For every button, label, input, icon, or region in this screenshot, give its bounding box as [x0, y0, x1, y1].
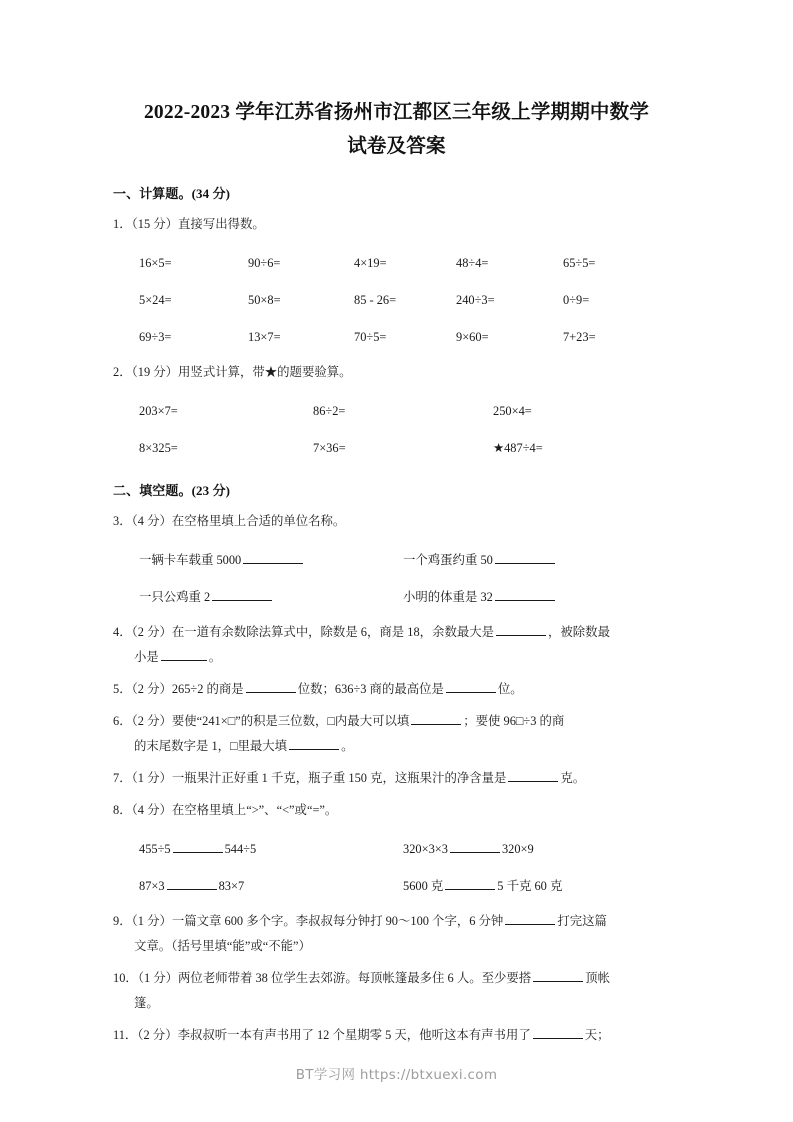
text: 克。 — [560, 771, 586, 785]
page-title-line1: 2022-2023 学年江苏省扬州市江都区三年级上学期期中数学 — [143, 102, 650, 123]
expression: 7×36= — [313, 441, 346, 455]
answer-blank[interactable] — [508, 769, 558, 782]
unit-item — [139, 548, 305, 573]
expression: 250×4= — [493, 404, 532, 418]
question-2-stem: 2．（19 分）用竖式计算，带★的题要验算。 — [113, 365, 352, 379]
answer-blank[interactable] — [212, 588, 272, 601]
document-content — [113, 96, 680, 1048]
question-10 — [113, 966, 680, 1016]
question-6-line2 — [113, 734, 680, 759]
question-11-line — [113, 1023, 680, 1048]
question-2-row-2 — [113, 436, 680, 461]
expression: 203×7= — [139, 404, 178, 418]
question-10-line1 — [113, 966, 680, 991]
unit-item-label: 一辆卡车载重 5000 — [139, 553, 242, 567]
question-3-row-2 — [113, 585, 680, 610]
text: 。 — [341, 739, 354, 753]
question-5-line — [113, 677, 680, 702]
text: 9．（1 分）一篇文章 600 多个字。李叔叔每分钟打 90～100 个字，6 分钟 — [113, 914, 504, 928]
question-3 — [113, 509, 680, 534]
expression: 86÷2= — [313, 404, 346, 418]
answer-blank[interactable] — [496, 623, 546, 636]
question-5 — [113, 677, 680, 702]
question-8-row-1 — [113, 837, 680, 862]
question-8-row-2 — [113, 874, 680, 899]
text: 打完这篇 — [557, 914, 607, 928]
question-4-line2 — [113, 645, 680, 670]
expression: 4×19= — [354, 256, 387, 270]
answer-blank[interactable] — [495, 551, 555, 564]
text: 位。 — [497, 682, 523, 696]
expression: 544÷5 — [224, 842, 257, 856]
question-1-row-2 — [113, 288, 680, 313]
unit-item — [403, 585, 557, 610]
section-heading-2: 二、填空题。(23 分) — [113, 483, 231, 498]
question-1-row-3 — [113, 325, 680, 350]
question-1-stem: 1．（15 分）直接写出得数。 — [113, 217, 265, 231]
answer-blank[interactable] — [495, 588, 555, 601]
expression: 90÷6= — [248, 256, 281, 270]
question-8-stem: 8．（4 分）在空格里填上“>”、“<”或“=”。 — [113, 803, 338, 817]
unit-item — [403, 548, 557, 573]
text: 位数；636÷3 商的最高位是 — [297, 682, 444, 696]
expression: 0÷9= — [563, 293, 590, 307]
question-4 — [113, 620, 680, 670]
answer-blank[interactable] — [445, 877, 495, 890]
expression: 69÷3= — [139, 330, 172, 344]
question-7-line — [113, 766, 680, 791]
expression: 455÷5 — [139, 842, 171, 856]
text: ；要使 96□÷3 的商 — [463, 714, 565, 728]
question-10-line2: 篷。 — [134, 996, 159, 1010]
expression: 320×3×3 — [403, 842, 448, 856]
unit-item — [139, 585, 274, 610]
question-3-row-1 — [113, 548, 680, 573]
footer-watermark: BT学习网 https://btxuexi.com — [295, 1067, 498, 1083]
question-1-row-1 — [113, 251, 680, 276]
question-1 — [113, 212, 680, 237]
expression: 85 - 26= — [354, 293, 397, 307]
question-8 — [113, 798, 680, 823]
text: 天； — [584, 1028, 610, 1042]
answer-blank[interactable] — [446, 680, 496, 693]
expression: ★487÷4= — [493, 441, 543, 455]
question-2 — [113, 360, 680, 385]
expression: 48÷4= — [456, 256, 489, 270]
comparison-item — [403, 837, 534, 862]
question-9-line2: 文章。（括号里填“能”或“不能”） — [134, 939, 311, 953]
question-3-stem: 3．（4 分）在空格里填上合适的单位名称。 — [113, 514, 346, 528]
text: 。 — [208, 650, 222, 664]
text: 5．（2 分）265÷2 的商是 — [113, 682, 244, 696]
comparison-item — [139, 874, 244, 899]
unit-item-label: 小明的体重是 32 — [403, 590, 493, 604]
unit-item-label: 一只公鸡重 2 — [139, 590, 211, 604]
question-9-line1 — [113, 909, 680, 934]
question-4-line1 — [113, 620, 680, 645]
question-6-line1 — [113, 709, 680, 734]
expression: 8×325= — [139, 441, 178, 455]
answer-blank[interactable] — [505, 912, 555, 925]
answer-blank[interactable] — [450, 840, 500, 853]
expression: 5 千克 60 克 — [497, 879, 563, 893]
expression: 5600 克 — [403, 879, 444, 893]
section-heading-1: 一、计算题。(34 分) — [113, 186, 231, 201]
answer-blank[interactable] — [289, 737, 339, 750]
text: 10．（1 分）两位老师带着 38 位学生去郊游。每顶帐篷最多住 6 人。至少要搭 — [113, 971, 532, 985]
text: ，被除数最 — [548, 625, 610, 639]
text: 4．（2 分）在一道有余数除法算式中，除数是 6，商是 18，余数最大是 — [113, 625, 495, 639]
answer-blank[interactable] — [161, 648, 207, 661]
question-7 — [113, 766, 680, 791]
expression: 16×5= — [139, 256, 172, 270]
question-11 — [113, 1023, 680, 1048]
page-title — [113, 96, 680, 164]
expression: 7+23= — [563, 330, 596, 344]
expression: 70÷5= — [354, 330, 387, 344]
expression: 13×7= — [248, 330, 281, 344]
expression: 320×9 — [501, 842, 534, 856]
text: 11．（2 分）李叔叔听一本有声书用了 12 个星期零 5 天，他听这本有声书用了 — [113, 1028, 531, 1042]
text: 小是 — [134, 650, 159, 664]
answer-blank[interactable] — [246, 680, 296, 693]
question-2-row-1 — [113, 399, 680, 424]
expression: 9×60= — [456, 330, 489, 344]
comparison-item — [403, 874, 562, 899]
answer-blank[interactable] — [173, 840, 223, 853]
expression: 87×3 — [139, 879, 165, 893]
text: 6．（2 分）要使“241×□”的积是三位数，□内最大可以填 — [113, 714, 410, 728]
question-9 — [113, 909, 680, 959]
unit-item-label: 一个鸡蛋约重 50 — [403, 553, 493, 567]
text: 7．（1 分）一瓶果汁正好重 1 千克，瓶子重 150 克，这瓶果汁的净含量是 — [113, 771, 507, 785]
answer-blank[interactable] — [533, 969, 583, 982]
expression: 240÷3= — [456, 293, 495, 307]
answer-blank[interactable] — [167, 877, 217, 890]
text: 的末尾数字是 1，□里最大填 — [134, 739, 288, 753]
expression: 83×7 — [218, 879, 245, 893]
expression: 50×8= — [248, 293, 281, 307]
page-title-line2: 试卷及答案 — [347, 136, 446, 157]
answer-blank[interactable] — [533, 1026, 583, 1039]
answer-blank[interactable] — [411, 712, 461, 725]
answer-blank[interactable] — [243, 551, 303, 564]
question-6 — [113, 709, 680, 759]
expression: 65÷5= — [563, 256, 596, 270]
expression: 5×24= — [139, 293, 172, 307]
text: 顶帐 — [585, 971, 610, 985]
comparison-item — [139, 837, 256, 862]
